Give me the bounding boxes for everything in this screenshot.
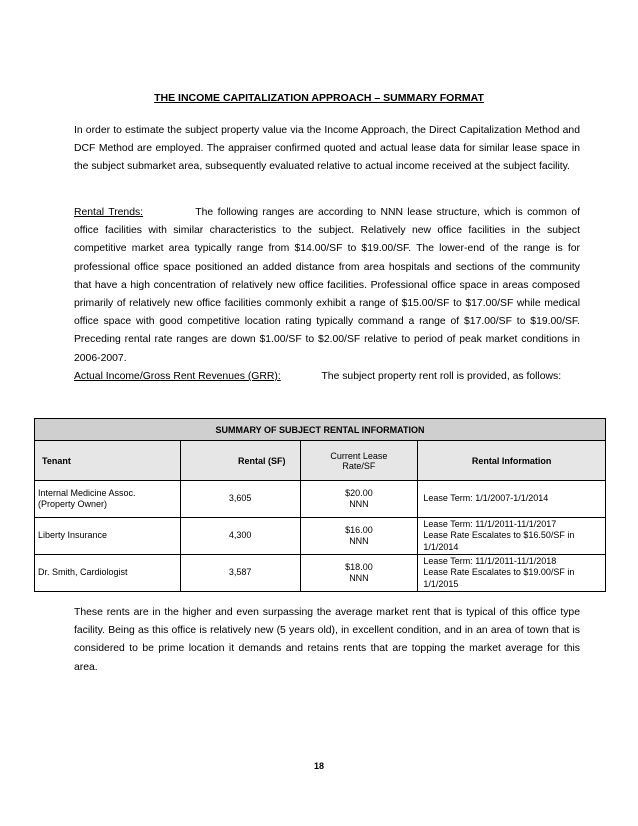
closing-text: These rents are in the higher and even surpassing the average market rent that is typical of this office type facility. Being as this office is relatively new (5 years old), in excellent condition, and in an area of town that is considered to be prime location it demands and retains rents that are topping the market average for this area.: [74, 607, 580, 673]
grr-label: Actual Income/Gross Rent Revenues (GRR):: [74, 371, 281, 382]
tenant-cell: Internal Medicine Assoc. (Property Owner): [35, 481, 181, 518]
rental-trends-label: Rental Trends:: [74, 207, 144, 218]
table-caption: SUMMARY OF SUBJECT RENTAL INFORMATION: [35, 419, 606, 441]
info-cell: Lease Term: 11/1/2011-11/1/2017 Lease Rate Escalates to $16.50/SF in 1/1/2014: [418, 518, 606, 555]
page-number: 18: [313, 761, 324, 771]
section-title: THE INCOME CAPITALIZATION APPROACH – SUMMARY FORMAT: [154, 92, 484, 104]
closing-paragraph: [74, 604, 580, 677]
info-cell: Lease Term: 11/1/2011-11/1/2018 Lease Rate Escalates to $19.00/SF in 1/1/2015: [418, 555, 606, 592]
rental-cell: 3,587: [180, 555, 300, 592]
table-header-row: [35, 441, 606, 481]
header-rental-information: Rental Information: [418, 441, 606, 481]
tenant-cell: Liberty Insurance: [35, 518, 181, 555]
tenant-cell: Dr. Smith, Cardiologist: [35, 555, 181, 592]
header-current-lease: Current Lease Rate/SF: [300, 441, 418, 481]
grr-text: The subject property rent roll is provided, as follows:: [321, 371, 562, 382]
intro-text: In order to estimate the subject property value via the Income Approach, the Direct Capitalization Method and DCF Method are employed. The appraiser confirmed quoted and actual lease data for similar lease space in the subject submarket area, subsequently evaluated relative to actual income received at the subject facility.: [74, 125, 580, 173]
table-row: [35, 555, 606, 592]
grr-paragraph: [74, 368, 580, 386]
table-row: [35, 481, 606, 518]
rental-cell: 3,605: [180, 481, 300, 518]
rental-summary-table: [34, 418, 606, 592]
rate-cell: $20.00 NNN: [300, 481, 418, 518]
rate-cell: $18.00 NNN: [300, 555, 418, 592]
info-cell: Lease Term: 1/1/2007-1/1/2014: [418, 481, 606, 518]
header-tenant: Tenant: [35, 441, 181, 481]
rental-trends-text: The following ranges are according to NNN lease structure, which is common of office facilities with similar characteristics to the subject. Relatively new office facilities in the subject competitive market area typically range from $14.00/SF to $19.00/SF. The lower-end of the range is for professional office space positioned an added distance from area hospitals and sections of the community that have a high concentration of relatively new office facilities. Professional office space in areas composed primarily of relatively new office facilities commonly exhibit a range of $15.00/SF to $17.00/SF while medical office space with good competitive location rating typically command a range of $17.00/SF to $19.00/SF. Preceding rental rate ranges are down $1.00/SF to $2.00/SF relative to period of peak market conditions in 2006-2007.: [74, 207, 580, 364]
rental-cell: 4,300: [180, 518, 300, 555]
intro-paragraph: [74, 122, 580, 177]
table-row: [35, 518, 606, 555]
header-rental: Rental (SF): [180, 441, 300, 481]
rate-cell: $16.00 NNN: [300, 518, 418, 555]
rental-trends-paragraph: [74, 204, 580, 368]
